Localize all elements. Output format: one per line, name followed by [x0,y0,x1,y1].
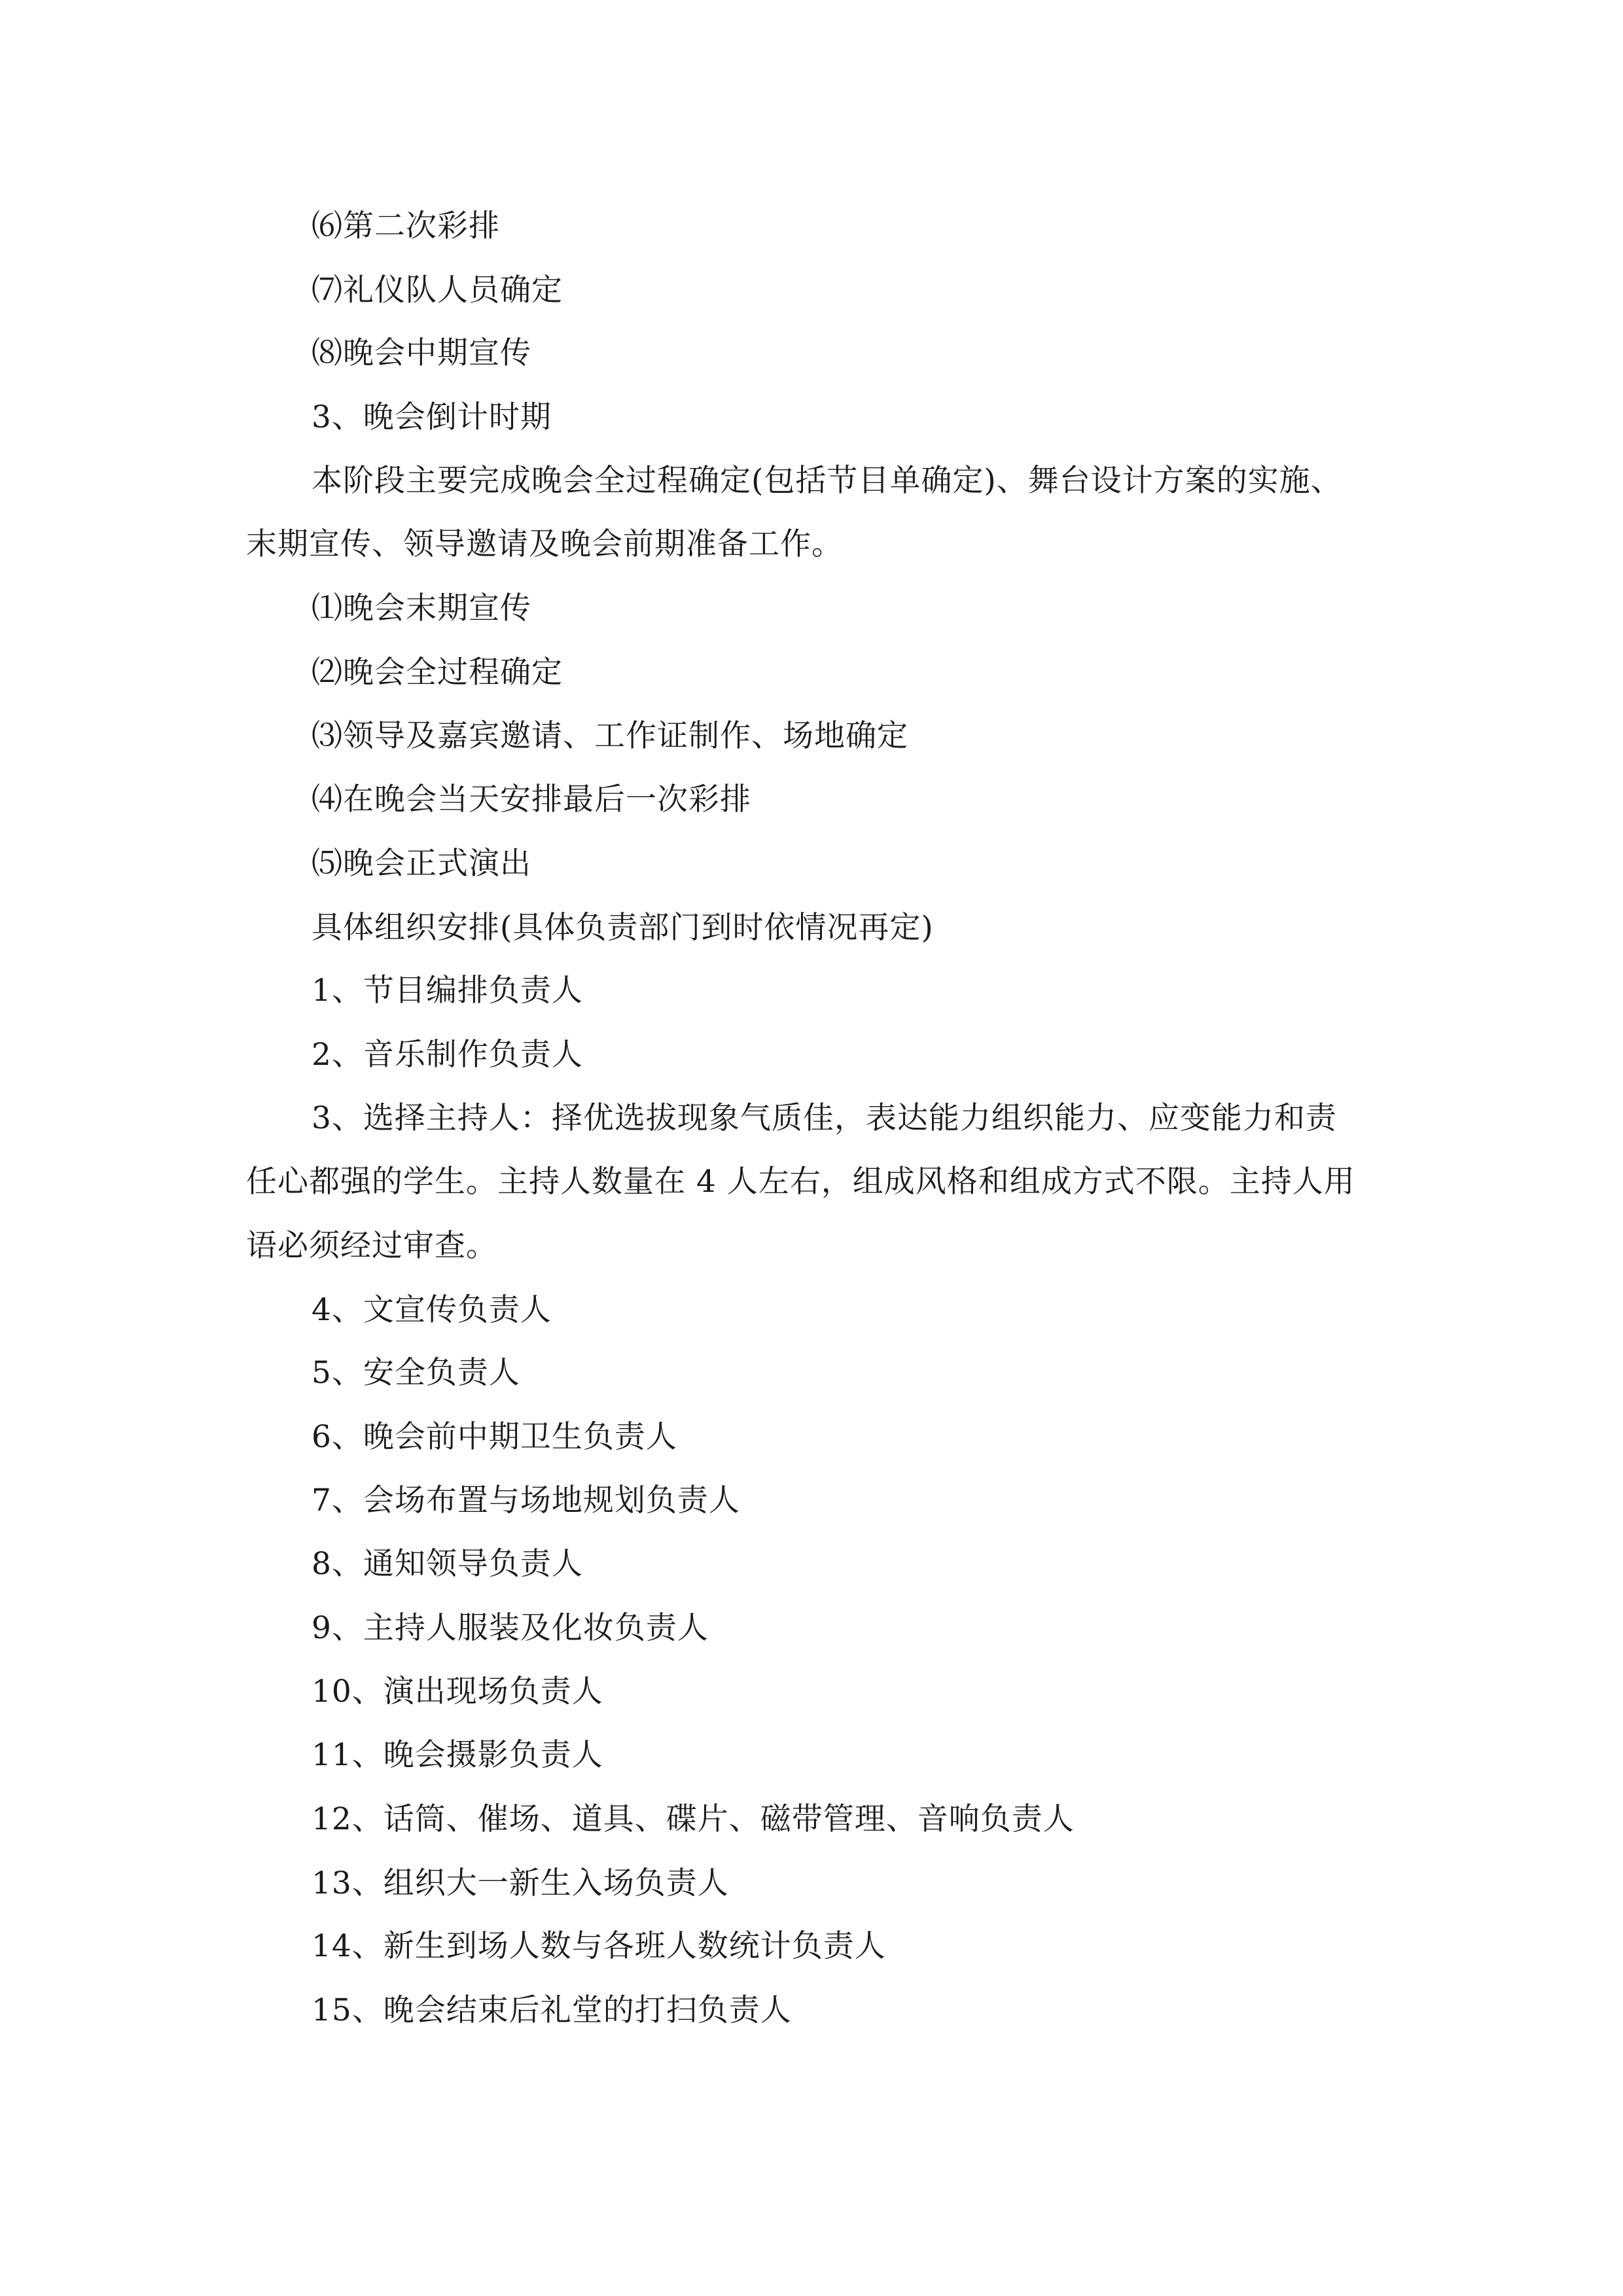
list-item-mid-publicity: ⑻晚会中期宣传 [312,335,531,371]
list-item: 3、选择主持人：择优选拔现象气质佳，表达能力组织能力、应变能力和责 [312,1100,1337,1136]
list-item-invitations: ⑶领导及嘉宾邀请、工作证制作、场地确定 [312,718,908,754]
paragraph-line: 任心都强的学生。主持人数量在 4 人左右，组成风格和组成方式不限。主持人用 [246,1164,1355,1200]
section-heading-countdown: 3、晚会倒计时期 [312,399,552,435]
paragraph-line: 末期宣传、领导邀请及晚会前期准备工作。 [246,526,843,562]
list-item: 2、音乐制作负责人 [312,1037,583,1073]
paragraph-line: 本阶段主要完成晚会全过程确定(包括节目单确定)、舞台设计方案的实施、 [312,463,1342,499]
list-item-process-confirm: ⑵晚会全过程确定 [312,655,563,691]
list-item: 10、演出现场负责人 [312,1674,603,1710]
list-item-rehearsal-2: ⑹第二次彩排 [312,208,500,244]
list-item: 6、晚会前中期卫生负责人 [312,1419,677,1455]
list-item: 8、通知领导负责人 [312,1546,583,1582]
list-item: 14、新生到场人数与各班人数统计负责人 [312,1928,886,1964]
list-item-performance: ⑸晚会正式演出 [312,846,531,882]
list-item: 9、主持人服装及化妆负责人 [312,1610,709,1646]
list-item-etiquette-team: ⑺礼仪队人员确定 [312,272,563,308]
list-item: 4、文宣传负责人 [312,1292,552,1328]
list-item: 12、话筒、催场、道具、碟片、磁带管理、音响负责人 [312,1801,1075,1837]
list-item: 1、节目编排负责人 [312,973,583,1009]
paragraph-line: 语必须经过审查。 [246,1228,497,1264]
section-heading-organization: 具体组织安排(具体负责部门到时依情况再定) [312,910,934,946]
list-item: 7、会场布置与场地规划负责人 [312,1482,740,1518]
list-item: 15、晚会结束后礼堂的打扫负责人 [312,1992,792,2028]
list-item: 13、组织大一新生入场负责人 [312,1865,729,1901]
list-item: 5、安全负责人 [312,1355,520,1391]
list-item-final-rehearsal: ⑷在晚会当天安排最后一次彩排 [312,781,751,817]
list-item-final-publicity: ⑴晚会末期宣传 [312,590,531,626]
list-item: 11、晚会摄影负责人 [312,1737,603,1773]
